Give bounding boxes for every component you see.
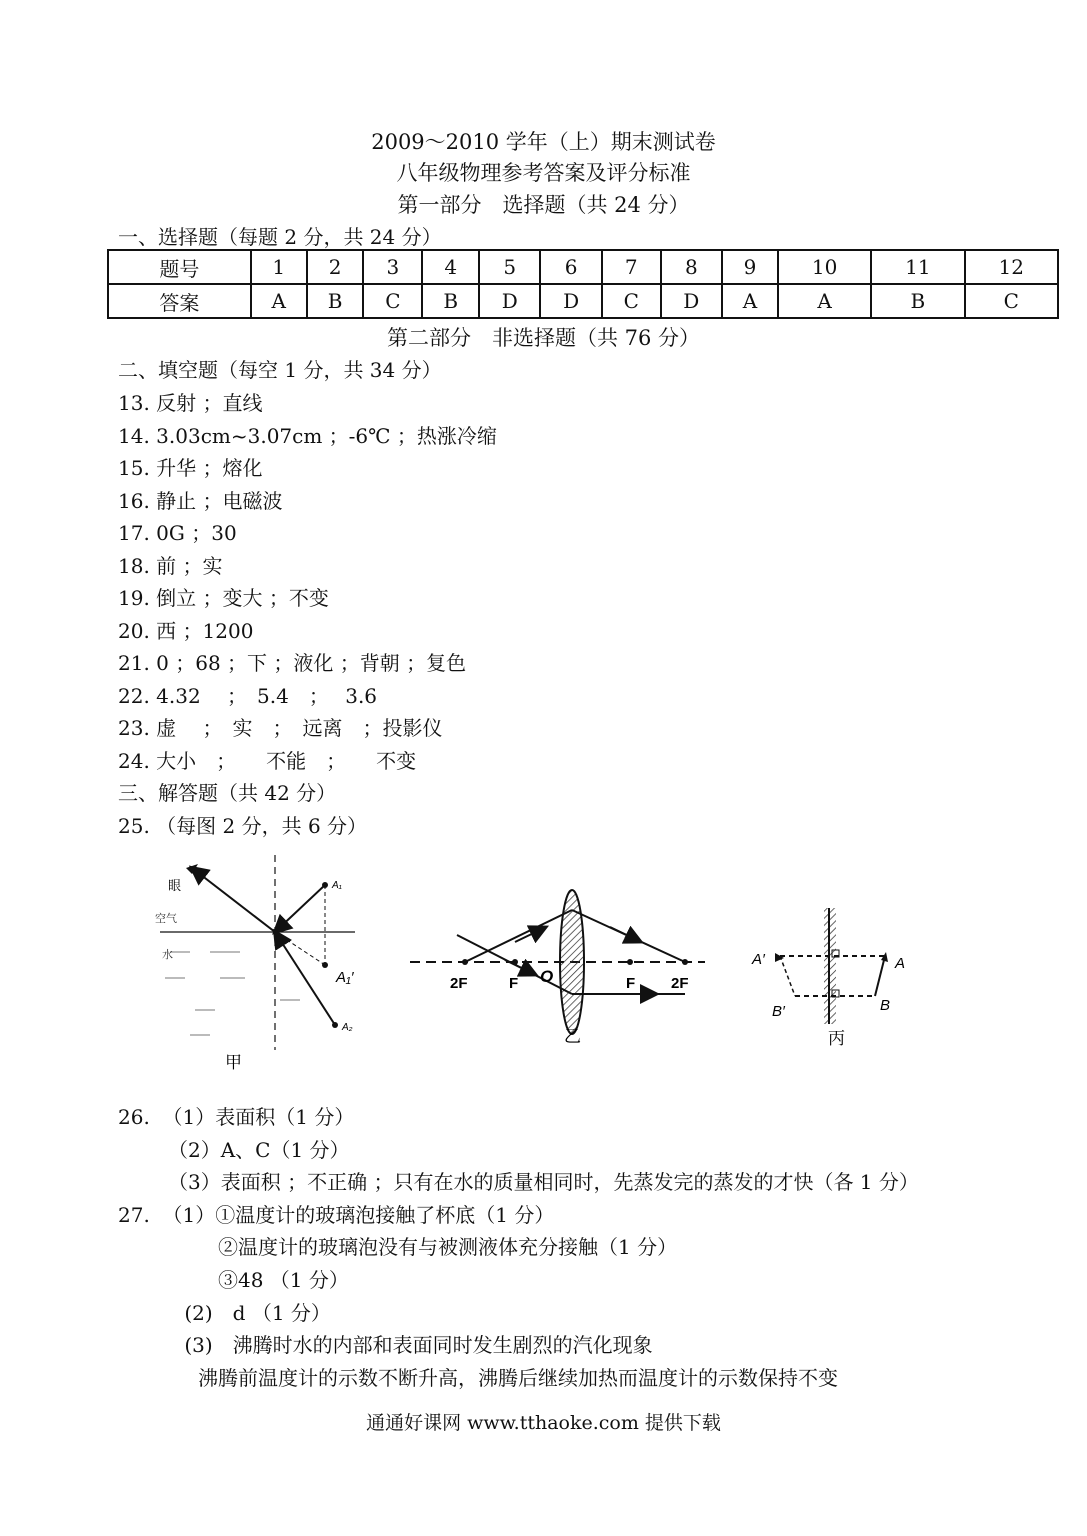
answer-line: 27. （1）①温度计的玻璃泡接触了杯底（1 分） [118,1203,555,1227]
fill-answer-line: 15. 升华 ；熔化 [118,456,263,480]
document-subtitle: 八年级物理参考答案及评分标准 [396,161,691,185]
question-number: 2 [307,250,364,284]
question-number: 4 [422,250,479,284]
answer-cell: D [540,284,601,318]
row-label: 题号 [108,250,251,284]
question-number: 7 [602,250,661,284]
part1-heading: 第一部分 选择题（共 24 分） [397,193,690,217]
label-a1: A₁ [332,880,342,891]
label-eye: 眼 [168,878,182,893]
label-b-prime: B′ [772,1003,785,1020]
section3-heading: 三、解答题（共 42 分） [118,781,337,805]
label-f-left: F [509,975,519,992]
document-title: 2009～2010 学年（上）期末测试卷 [371,130,716,154]
footer-text: 通通好课网 www.tthaoke.com 提供下载 [366,1412,721,1434]
answer-cell: A [251,284,307,318]
label-air: 空气 [155,913,177,925]
question-number: 10 [778,250,871,284]
part2-heading: 第二部分 非选择题（共 76 分） [386,326,701,350]
label-2f-right: 2F [671,975,689,992]
answer-cell: D [479,284,540,318]
fill-answer-line: 14. 3.03cm~3.07cm ；-6℃ ；热涨冷缩 [118,424,497,448]
answer-line: 沸腾前温度计的示数不断升高，沸腾后继续加热而温度计的示数保持不变 [118,1366,838,1390]
figure-caption-c: 丙 [828,1029,845,1048]
fill-answer-line: 23. 虚 ； 实 ； 远离 ；投影仪 [118,716,443,740]
row-label: 答案 [108,284,251,318]
question-25-heading: 25. （每图 2 分，共 6 分） [118,814,368,838]
answer-cell: C [363,284,422,318]
answer-cell: B [307,284,364,318]
question-number: 6 [540,250,601,284]
answer-line: ③48 （1 分） [118,1268,349,1292]
label-b: B [880,997,891,1014]
fill-answer-line: 24. 大小 ； 不能 ； 不变 [118,749,417,773]
answer-cell: A [722,284,778,318]
label-a1-prime: A₁′ [336,969,354,986]
figure-convex-lens [405,880,715,1055]
figure-reflection-refraction [150,850,380,1080]
answer-line: （3）表面积 ；不正确 ；只有在水的质量相同时，先蒸发完的蒸发的才快（各 1 分） [118,1170,919,1194]
label-optical-center: O [540,967,554,986]
answer-cell: B [422,284,479,318]
answer-line: (2) d （1 分） [118,1301,331,1325]
answer-line: （2）A、C（1 分） [118,1138,350,1162]
answer-cell: B [871,284,964,318]
label-a: A [895,955,906,972]
fill-answer-line: 13. 反射 ；直线 [118,391,263,415]
answer-line: 26. （1）表面积（1 分） [118,1105,355,1129]
answer-cell: D [661,284,722,318]
fill-answer-line: 17. 0G ；30 [118,521,237,545]
fill-answer-line: 21. 0 ；68 ；下 ；液化 ；背朝 ；复色 [118,651,467,675]
question-number: 9 [722,250,778,284]
answer-line: ②温度计的玻璃泡没有与被测液体充分接触（1 分） [118,1235,678,1259]
answer-table [107,249,1059,319]
fill-answer-line: 22. 4.32 ； 5.4 ； 3.6 [118,684,378,708]
fill-answer-line: 18. 前 ；实 [118,554,223,578]
label-a2: A₂ [342,1022,353,1033]
fill-answer-line: 16. 静止 ；电磁波 [118,489,283,513]
fill-answer-line: 19. 倒立 ；变大 ；不变 [118,586,329,610]
question-number: 3 [363,250,422,284]
answer-cell: C [965,284,1058,318]
section2-heading: 二、填空题（每空 1 分，共 34 分） [118,358,442,382]
question-number: 11 [871,250,964,284]
answer-cell: C [602,284,661,318]
question-number: 1 [251,250,307,284]
label-f-right: F [626,975,636,992]
answer-cell: A [778,284,871,318]
section1-heading: 一、选择题（每题 2 分，共 24 分） [118,225,442,249]
question-number: 5 [479,250,540,284]
question-number: 12 [965,250,1058,284]
figure-caption-a: 甲 [225,1053,242,1072]
label-a-prime: A′ [752,951,765,968]
fill-answer-line: 20. 西 ；1200 [118,619,254,643]
label-2f-left: 2F [450,975,468,992]
question-number: 8 [661,250,722,284]
answer-line: (3) 沸腾时水的内部和表面同时发生剧烈的汽化现象 [118,1333,653,1357]
figure-caption-b: 乙 [564,1027,581,1046]
label-water: 水 [162,949,173,961]
answer-row [108,284,1058,318]
figure-plane-mirror [750,900,930,1050]
question-number-row [108,250,1058,284]
